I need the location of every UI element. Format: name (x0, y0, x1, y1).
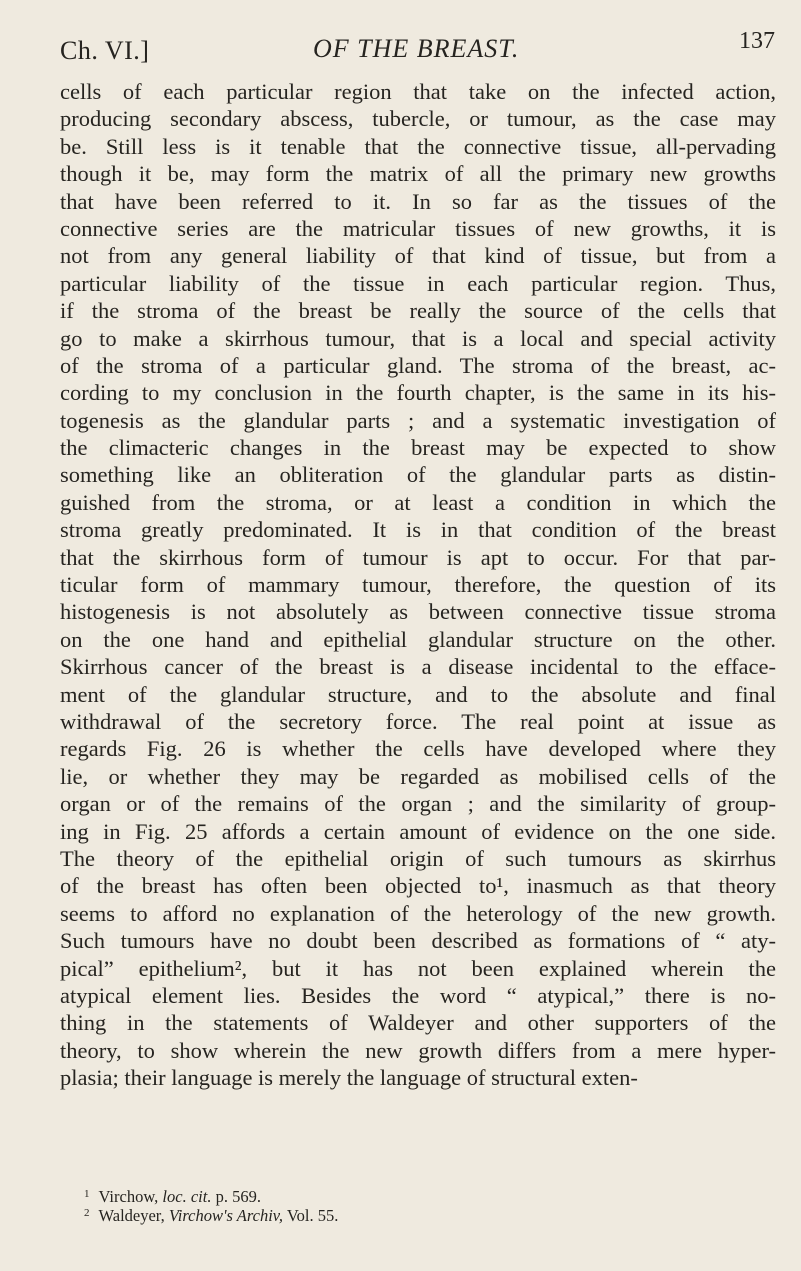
text-line: seems to afford no explanation of the heterology of the new growth. (60, 900, 776, 926)
text-line: organ or of the remains of the organ ; and the similarity of group- (60, 791, 776, 817)
running-title: OF THE BREAST. (313, 34, 520, 63)
text-line: particular liability of the tissue in each particular region. Thus, (60, 270, 776, 296)
text-line: withdrawal of the secretory force. The real point at issue as (60, 708, 776, 734)
footnote-author: Virchow, (98, 1187, 159, 1206)
text-line: not from any general liability of that kind of tissue, but from a (60, 243, 776, 269)
footnote-reference: loc. cit. (162, 1187, 212, 1206)
footnote-reference: Virchow's Archiv, (168, 1206, 284, 1225)
text-line: regards Fig. 26 is whether the cells have developed where they (60, 736, 776, 762)
text-line: histogenesis is not absolutely as between connective tissue stroma (60, 599, 776, 625)
footnote-page: p. 569. (215, 1187, 261, 1206)
text-line: of the stroma of a particular gland. The stroma of the breast, ac- (60, 352, 776, 378)
text-line: though it be, may form the matrix of all the primary new growths (60, 161, 776, 187)
text-line: ticular form of mammary tumour, therefore, the question of its (60, 572, 776, 598)
text-line: guished from the stroma, or at least a condition in which the (60, 489, 776, 515)
running-head (60, 28, 775, 64)
footnote-page: Vol. 55. (286, 1206, 339, 1225)
text-line: that the skirrhous form of tumour is apt to occur. For that par- (60, 544, 776, 570)
text-line: be. Still less is it tenable that the connective tissue, all-pervading (60, 133, 776, 159)
text-line: Skirrhous cancer of the breast is a disease incidental to the efface- (60, 654, 776, 680)
footnote (84, 1204, 338, 1223)
text-line: ing in Fig. 25 affords a certain amount of evidence on the one side. (60, 818, 776, 844)
text-line: ment of the glandular structure, and to the absolute and final (60, 681, 776, 707)
text-line: theory, to show wherein the new growth differs from a mere hyper- (60, 1037, 776, 1063)
text-line: pical” epithelium², but it has not been explained wherein the (60, 955, 776, 981)
text-line: producing secondary abscess, tubercle, or tumour, as the case may (60, 106, 776, 132)
text-line: of the breast has often been objected to¹, inasmuch as that theory (60, 873, 776, 899)
footnote-marker: 1 (84, 1188, 90, 1200)
footnote-author: Waldeyer, (98, 1206, 165, 1225)
text-line: atypical element lies. Besides the word “ atypical,” there is no- (60, 982, 776, 1008)
text-line: togenesis as the glandular parts ; and a systematic investigation of (60, 407, 776, 433)
body-text (60, 78, 776, 1091)
text-line: something like an obliteration of the glandular parts as distin- (60, 462, 776, 488)
chapter-marker: Ch. VI.] (60, 36, 150, 65)
text-line: that have been referred to it. In so far as the tissues of the (60, 188, 776, 214)
text-line: the climacteric changes in the breast may be expected to show (60, 435, 776, 461)
page-number: 137 (739, 28, 775, 54)
footnotes (84, 1185, 338, 1223)
text-line: cells of each particular region that take on the infected action, (60, 79, 776, 104)
text-line: if the stroma of the breast be really the source of the cells that (60, 298, 776, 324)
text-line: The theory of the epithelial origin of such tumours as skirrhus (60, 845, 776, 871)
text-line: stroma greatly predominated. It is in that condition of the breast (60, 517, 776, 543)
text-line: plasia; their language is merely the language of structural exten- (60, 1065, 638, 1091)
text-line: cording to my conclusion in the fourth chapter, is the same in its his- (60, 380, 776, 406)
text-line: connective series are the matricular tissues of new growths, it is (60, 215, 776, 241)
text-line: go to make a skirrhous tumour, that is a local and special activity (60, 325, 776, 351)
text-line: lie, or whether they may be regarded as mobilised cells of the (60, 763, 776, 789)
footnote-marker: 2 (84, 1207, 90, 1219)
footnote (84, 1185, 338, 1204)
text-line: thing in the statements of Waldeyer and other supporters of the (60, 1010, 776, 1036)
text-line: on the one hand and epithelial glandular structure on the other. (60, 626, 776, 652)
text-line: Such tumours have no doubt been described as formations of “ aty- (60, 928, 776, 954)
